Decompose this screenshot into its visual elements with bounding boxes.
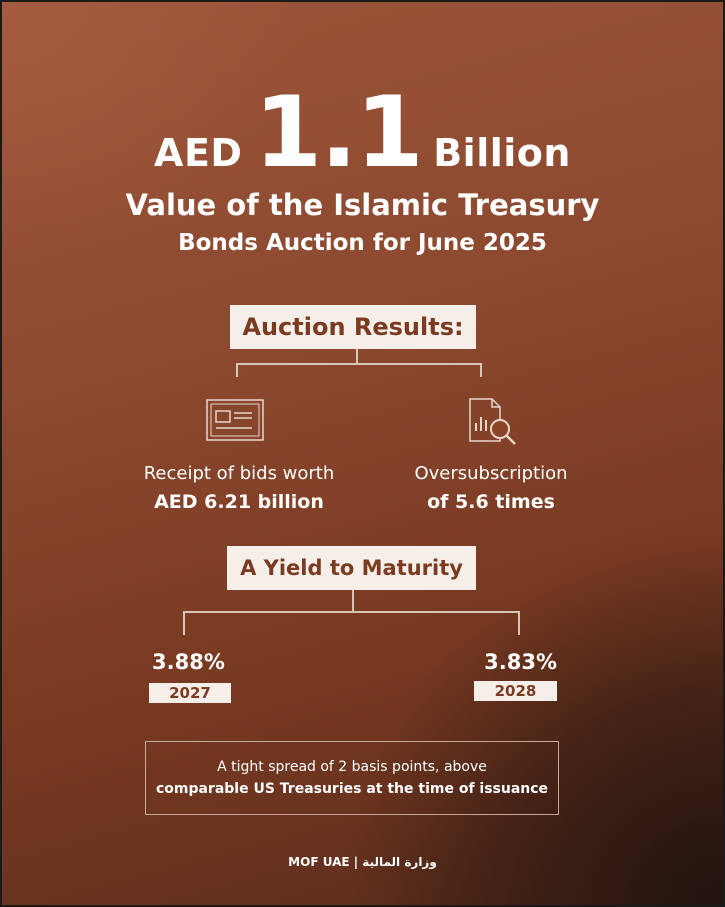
auction-connector-left (236, 363, 238, 377)
yield-2028-year: 2028 (474, 681, 557, 701)
yield-label: A Yield to Maturity (227, 546, 476, 590)
bids-stat (124, 460, 354, 516)
yield-2028-percent: 3.83% (484, 650, 557, 674)
yield-2027-year: 2027 (149, 683, 231, 703)
headline-prefix: AED (154, 131, 243, 175)
yield-2027-percent: 3.88% (152, 650, 225, 674)
subtitle-line-1: Value of the Islamic Treasury (125, 188, 600, 222)
auction-connector-stem (356, 349, 358, 364)
yield-connector-left (183, 611, 185, 635)
subtitle-line-2: Bonds Auction for June 2025 (178, 230, 547, 256)
spread-line-2: comparable US Treasuries at the time of issuance (155, 781, 549, 797)
yield-connector-bar (183, 611, 520, 613)
spread-line-1: A tight spread of 2 basis points, above (217, 759, 487, 775)
certificate-icon (206, 399, 264, 441)
auction-connector-bar (236, 363, 482, 365)
yield-connector-stem (352, 590, 354, 612)
headline-amount: 1.1 (254, 76, 422, 190)
chart-magnifier-icon (462, 397, 520, 447)
footer-brand: MOF UAE | وزارة المالية (288, 855, 437, 869)
auction-connector-right (480, 363, 482, 377)
bids-line-2: AED 6.21 billion (154, 491, 324, 513)
bids-line-1: Receipt of bids worth (143, 463, 335, 484)
auction-results-label: Auction Results: (230, 305, 476, 349)
oversubscription-line-1: Oversubscription (414, 463, 568, 484)
oversubscription-line-2: of 5.6 times (427, 491, 555, 513)
yield-connector-right (518, 611, 520, 635)
oversubscription-stat (386, 460, 596, 516)
headline (2, 76, 723, 190)
headline-suffix: Billion (433, 131, 571, 175)
spread-note (145, 741, 559, 815)
